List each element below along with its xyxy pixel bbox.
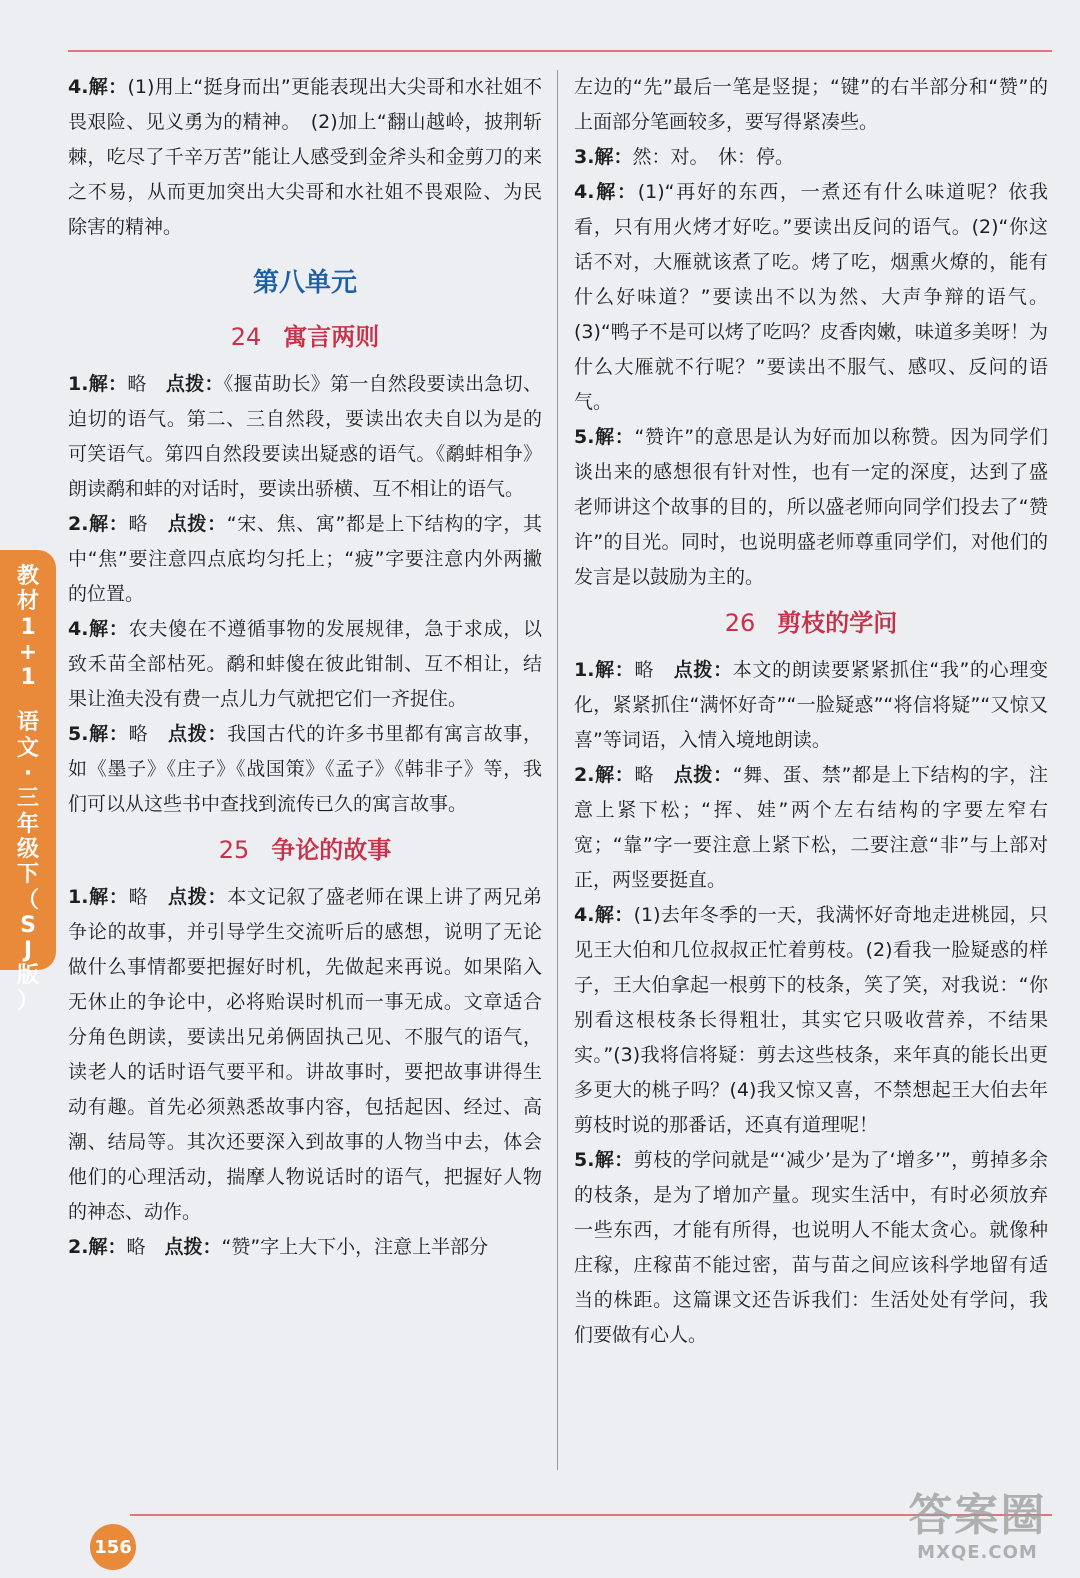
lesson-name: 剪枝的学问 [777, 609, 898, 637]
lesson-title-26 [574, 603, 1048, 643]
hint-text: “舞、蛋、禁”都是上下结构的字，注意上紧下松；“挥、娃”两个左右结构的字要左窄右宽；“靠”字一要注意上紧下松，二要注意“非”与上部对正，两竖要挺直。 [574, 764, 1048, 891]
hint-label: 点拨： [168, 886, 228, 908]
answer-label: 解： [594, 426, 635, 448]
hint-label: 点拨： [673, 659, 733, 681]
answer-label: 解： [594, 1149, 634, 1171]
item-number: 4. [574, 181, 595, 203]
hint-text: 本文的朗读要紧紧抓住“我”的心理变化，紧紧抓住“满怀好奇”“一脸疑惑”“将信将疑”“又惊又喜”等词语，入情入境地朗读。 [574, 659, 1048, 751]
lesson-number: 24 [230, 323, 262, 351]
hint-text: “宋、焦、寓”都是上下结构的字，其中“焦”要注意四点底均匀托上；“疲”字要注意内外两撇的位置。 [68, 513, 542, 605]
lesson-title-25 [68, 830, 542, 870]
answer-text: “赞许”的意思是认为好而加以称赞。因为同学们谈出来的感想很有针对性，也有一定的深度，达到了盛老师讲这个故事的目的，所以盛老师向同学们投去了“赞许”的目光。同时，也说明盛老师尊重同学们，对他们的发言是以鼓励为主的。 [574, 426, 1048, 588]
item-number: 5. [68, 723, 89, 745]
answer-label: 解： [594, 904, 634, 926]
answer-item [574, 898, 1048, 1143]
lesson-number: 26 [724, 609, 756, 637]
answer-item [68, 1230, 542, 1265]
answer-label: 解： [88, 723, 129, 745]
answer-text: (1)用上“挺身而出”更能表现出大尖哥和水社姐不畏艰险、见义勇为的精神。 (2)加上“翻山越岭，披荆斩棘，吃尽了千辛万苦”能让人感受到金斧头和金剪刀的来之不易，从而更加突出大尖哥和水社姐不畏艰险、为民除害的精神。 [68, 76, 542, 238]
answer-label: 解： [88, 513, 129, 535]
answer-item [68, 880, 542, 1230]
item-number: 1. [574, 659, 595, 681]
answer-text: 略 [634, 764, 674, 786]
hint-label: 点拨： [165, 373, 224, 395]
answer-text: 略 [634, 659, 674, 681]
answer-label: 解： [88, 618, 129, 640]
answer-text: (1)去年冬季的一天，我满怀好奇地走进桃园，只见王大伯和几位叔叔正忙着剪枝。(2)看我一脸疑惑的样子，王大伯拿起一根剪下的枝条，笑了笑，对我说：“你别看这根枝条长得粗壮，其实它只吸收营养，不结果实。”(3)我将信将疑：剪去这些枝条，来年真的能长出更多更大的桃子吗？(4)我又惊又喜，不禁想起王大伯去年剪枝时说的那番话，还真有道理呢！ [574, 904, 1048, 1136]
top-rule [68, 50, 1052, 52]
answer-item [68, 612, 542, 717]
side-tab-subject: 语 文 · 三 年 级 下 （ S J 版 ） [16, 710, 39, 1014]
item-number: 5. [574, 1149, 595, 1171]
item-number: 3. [574, 146, 595, 168]
answer-text: 然：对。 休：停。 [632, 146, 794, 168]
lesson-name: 寓言两则 [283, 323, 380, 351]
item-number: 1. [68, 886, 89, 908]
answer-continuation: 左边的“先”最后一笔是竖提；“键”的右半部分和“赞”的上面部分笔画较多，要写得紧凑些。 [574, 76, 1048, 133]
hint-text: “赞”字上大下小，注意上半部分 [221, 1236, 489, 1258]
answer-label: 解： [88, 76, 128, 98]
answer-text: 农夫傻在不遵循事物的发展规律，急于求成，以致禾苗全部枯死。鹬和蚌傻在彼此钳制、互不相让，结果让渔夫没有费一点儿力气就把它们一齐捉住。 [68, 618, 542, 710]
answer-label: 解： [88, 1236, 127, 1258]
watermark-sub: MXQE.COM [917, 1542, 1038, 1563]
answer-item [574, 175, 1048, 420]
item-number: 5. [574, 426, 595, 448]
watermark-logo [880, 1490, 1075, 1575]
lesson-25-answers [68, 880, 542, 1265]
answer-label: 解： [594, 146, 633, 168]
answer-text: 略 [128, 886, 169, 908]
hint-text: 我国古代的许多书里都有寓言故事，如《墨子》《庄子》《战国策》《孟子》《韩非子》等，我们可以从这些书中查找到流传已久的寓言故事。 [68, 723, 542, 815]
lesson-25-answers-continued [574, 140, 1048, 595]
answer-item [68, 507, 542, 612]
item-number: 2. [68, 1236, 89, 1258]
answer-item [574, 420, 1048, 595]
hint-label: 点拨： [168, 723, 228, 745]
answer-item [68, 70, 542, 245]
answer-label: 解： [88, 373, 128, 395]
lesson-26-answers [574, 653, 1048, 1353]
answer-item [68, 367, 542, 507]
answer-text: 剪枝的学问就是“‘减少’是为了‘增多’”，剪掉多余的枝条，是为了增加产量。现实生活中，有时必须放弃一些东西，才能有所得，也说明人不能太贪心。就像种庄稼，庄稼苗不能过密，苗与苗之间应该科学地留有适当的株距。这篇课文还告诉我们：生活处处有学问，我们要做有心人。 [574, 1149, 1048, 1346]
item-number: 4. [68, 76, 89, 98]
hint-text: 本文记叙了盛老师在课上讲了两兄弟争论的故事，并引导学生交流听后的感想，说明了无论做什么事情都要把握好时机，先做起来再说。如果陷入无休止的争论中，必将贻误时机而一事无成。文章适合分角色朗读，要读出兄弟俩固执己见、不服气的语气，读老人的话时语气要平和。讲故事时，要把故事讲得生动有趣。首先必须熟悉故事内容，包括起因、经过、高潮、结局等。其次还要深入到故事的人物当中去，体会他们的心理活动，揣摩人物说话时的语气，把握好人物的神态、动作。 [68, 886, 542, 1223]
hint-label: 点拨： [167, 513, 227, 535]
answer-item [574, 758, 1048, 898]
unit-title: 第八单元 [252, 268, 357, 298]
lesson-24-answers [68, 367, 542, 822]
answer-item [574, 140, 1048, 175]
answer-item [68, 717, 542, 822]
watermark-main: 答案圈 [908, 1490, 1047, 1541]
column-divider [557, 70, 558, 1470]
answer-text: 略 [128, 513, 168, 535]
answer-item [574, 1143, 1048, 1353]
item-number: 2. [574, 764, 595, 786]
side-tab-book-name: 教 材 1 + 1 [16, 564, 39, 691]
lesson-title-24 [68, 317, 542, 357]
item-number: 1. [68, 373, 89, 395]
answer-item [574, 653, 1048, 758]
lesson-name: 争论的故事 [271, 836, 392, 864]
page-number: 156 [90, 1524, 136, 1570]
answer-label: 解： [594, 659, 635, 681]
item-number: 4. [68, 618, 89, 640]
side-tab [0, 550, 56, 1014]
hint-label: 点拨： [673, 764, 733, 786]
hint-label: 点拨： [164, 1236, 222, 1258]
left-column [68, 70, 542, 1265]
answer-text: 略 [126, 1236, 165, 1258]
hint-text: 《揠苗助长》第一自然段要读出急切、迫切的语气。第二、三自然段，要读出农夫自以为是的可笑语气。第四自然段要读出疑惑的语气。《鹬蚌相争》朗读鹬和蚌的对话时，要读出骄横、互不相让的语气。 [68, 373, 542, 500]
answer-label: 解： [88, 886, 129, 908]
answer-label: 解： [594, 181, 638, 203]
lesson-number: 25 [218, 836, 250, 864]
answer-label: 解： [594, 764, 635, 786]
answer-text: 略 [127, 373, 166, 395]
answer-text: (1)“再好的东西，一煮还有什么味道呢？依我看，只有用火烤才好吃。”要读出反问的语气。(2)“你这话不对，大雁就该煮了吃。烤了吃，烟熏火燎的，能有什么好味道？”要读出不以为然、大声争辩的语气。(3)“鸭子不是可以烤了吃吗？皮香肉嫩，味道多美呀！为什么大雁就不行呢？”要读出不服气、感叹、反问的语气。 [574, 181, 1048, 413]
answer-text: 略 [128, 723, 169, 745]
item-number: 4. [574, 904, 595, 926]
item-number: 2. [68, 513, 89, 535]
right-column [574, 70, 1048, 1353]
